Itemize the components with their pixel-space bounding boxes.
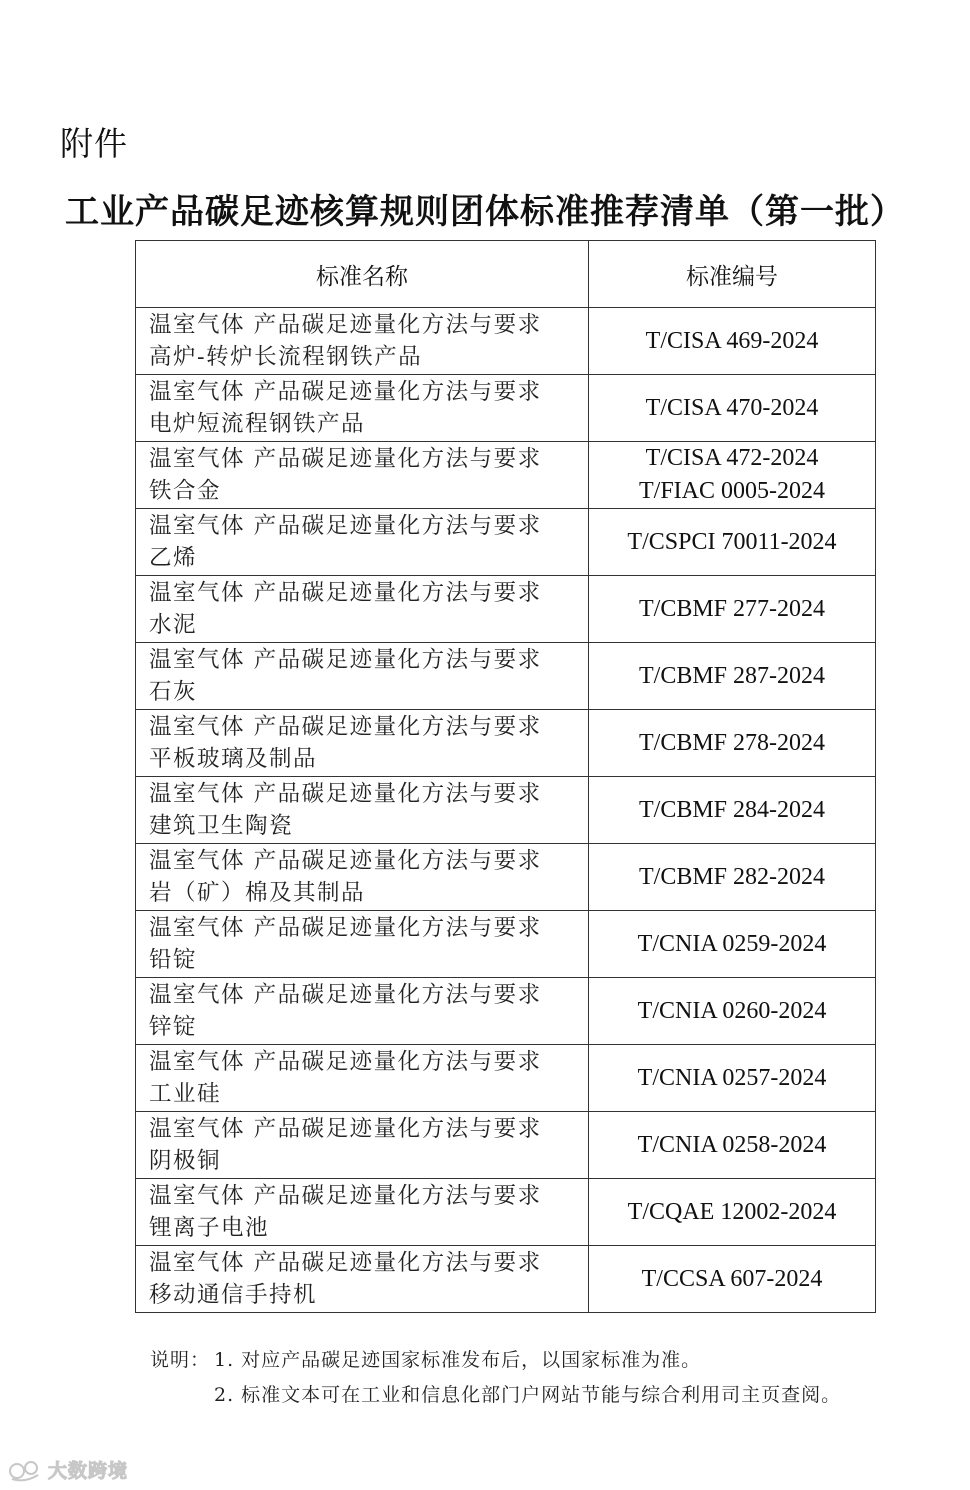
standard-code: T/FIAC 0005-2024 (639, 478, 825, 504)
standards-table (135, 240, 876, 1313)
standard-code-cell (589, 1112, 876, 1179)
standard-name-line: 乙烯 (149, 545, 198, 571)
standard-name-line: 温室气体 产品碳足迹量化方法与要求 (149, 312, 542, 338)
standard-code: T/CSPCI 70011-2024 (627, 528, 837, 555)
standard-name-line: 温室气体 产品碳足迹量化方法与要求 (149, 379, 542, 405)
column-header-standard-code: 标准编号 (589, 241, 876, 308)
standard-name-line: 铁合金 (149, 478, 222, 504)
standard-name-line: 阴极铜 (149, 1148, 222, 1174)
standard-code-cell (589, 844, 876, 911)
note-line (150, 1378, 841, 1413)
standard-name-line: 温室气体 产品碳足迹量化方法与要求 (149, 714, 542, 740)
note-item: 2. 标准文本可在工业和信息化部门户网站节能与综合利用司主页查阅。 (214, 1384, 842, 1406)
note-line (150, 1343, 841, 1378)
standard-code: T/CBMF 278-2024 (638, 729, 826, 756)
table-row (136, 643, 876, 710)
standard-code-cell (589, 710, 876, 777)
standard-name-cell (136, 509, 589, 576)
standard-name-cell (136, 1179, 589, 1246)
standard-name-line: 温室气体 产品碳足迹量化方法与要求 (149, 1049, 542, 1075)
standard-name-line: 锂离子电池 (149, 1215, 270, 1241)
standard-code: T/CISA 469-2024 (645, 327, 819, 354)
table-row (136, 1246, 876, 1313)
standard-code-cell (589, 1246, 876, 1313)
standard-name-cell (136, 844, 589, 911)
standard-name-cell (136, 576, 589, 643)
standard-code: T/CBMF 284-2024 (638, 796, 826, 823)
watermark-logo-icon (8, 1457, 42, 1483)
standard-code-cell (589, 777, 876, 844)
standard-name-line: 温室气体 产品碳足迹量化方法与要求 (149, 915, 542, 941)
standard-code: T/CBMF 287-2024 (638, 662, 826, 689)
table-row (136, 1045, 876, 1112)
standard-name-cell (136, 777, 589, 844)
standard-name-line: 岩（矿）棉及其制品 (149, 880, 366, 906)
standard-name-line: 温室气体 产品碳足迹量化方法与要求 (149, 1250, 542, 1276)
table-row (136, 978, 876, 1045)
standard-code-cell (589, 308, 876, 375)
standard-name-line: 温室气体 产品碳足迹量化方法与要求 (149, 513, 542, 539)
table-row (136, 844, 876, 911)
standard-code-cell (589, 1045, 876, 1112)
standard-name-cell (136, 710, 589, 777)
standard-name-cell (136, 978, 589, 1045)
standard-name-line: 温室气体 产品碳足迹量化方法与要求 (149, 647, 542, 673)
table-header-row (136, 241, 876, 308)
standard-name-cell (136, 911, 589, 978)
watermark-text: 大数跨境 (48, 1460, 129, 1482)
table-row (136, 576, 876, 643)
attachment-label: 附件 (60, 124, 128, 163)
standard-name-line: 建筑卫生陶瓷 (149, 813, 294, 839)
standard-name-line: 温室气体 产品碳足迹量化方法与要求 (149, 580, 542, 606)
standard-name-cell (136, 308, 589, 375)
notes-label: 说明： (150, 1349, 211, 1371)
standard-code-cell (589, 1179, 876, 1246)
note-item: 1. 对应产品碳足迹国家标准发布后，以国家标准为准。 (214, 1349, 702, 1371)
table-row (136, 777, 876, 844)
standard-code-cell (589, 978, 876, 1045)
standard-code: T/CBMF 277-2024 (638, 595, 826, 622)
standard-name-line: 电炉短流程钢铁产品 (149, 411, 366, 437)
table-row (136, 375, 876, 442)
standard-name-line: 温室气体 产品碳足迹量化方法与要求 (149, 781, 542, 807)
standard-name-line: 平板玻璃及制品 (149, 746, 318, 772)
standard-code-cell (589, 442, 876, 509)
standard-code: T/CISA 472-2024 (645, 445, 819, 471)
standard-name-line: 温室气体 产品碳足迹量化方法与要求 (149, 1116, 542, 1142)
standard-name-line: 温室气体 产品碳足迹量化方法与要求 (149, 848, 542, 874)
table-row (136, 1112, 876, 1179)
standard-code: T/CBMF 282-2024 (638, 863, 826, 890)
standard-code-cell (589, 375, 876, 442)
standard-code: T/CCSA 607-2024 (641, 1265, 823, 1292)
standard-name-cell (136, 643, 589, 710)
standard-name-line: 水泥 (149, 612, 198, 638)
standard-name-cell (136, 1045, 589, 1112)
standard-name-cell (136, 442, 589, 509)
standard-name-line: 温室气体 产品碳足迹量化方法与要求 (149, 1183, 542, 1209)
standard-code-cell (589, 509, 876, 576)
standard-name-line: 锌锭 (149, 1014, 198, 1040)
notes (150, 1343, 841, 1413)
table-row (136, 509, 876, 576)
standard-name-line: 高炉-转炉长流程钢铁产品 (149, 344, 423, 370)
standard-name-cell (136, 1246, 589, 1313)
standard-code: T/CQAE 12002-2024 (627, 1198, 837, 1225)
standard-code: T/CNIA 0258-2024 (637, 1131, 827, 1158)
standard-name-line: 温室气体 产品碳足迹量化方法与要求 (149, 446, 542, 472)
standard-code-cell (589, 576, 876, 643)
standard-code: T/CNIA 0259-2024 (637, 930, 827, 957)
standard-code: T/CNIA 0260-2024 (637, 997, 827, 1024)
standard-name-line: 工业硅 (149, 1081, 222, 1107)
standard-name-cell (136, 1112, 589, 1179)
standard-name-line: 移动通信手持机 (149, 1282, 318, 1308)
table-body (136, 308, 876, 1313)
table-row (136, 710, 876, 777)
table-row (136, 911, 876, 978)
column-header-standard-name: 标准名称 (136, 241, 589, 308)
standard-name-line: 温室气体 产品碳足迹量化方法与要求 (149, 982, 542, 1008)
watermark (8, 1456, 128, 1483)
standard-code-cell (589, 911, 876, 978)
standard-code: T/CNIA 0257-2024 (637, 1064, 827, 1091)
standard-name-line: 铅锭 (149, 947, 198, 973)
standard-code-cell (589, 643, 876, 710)
table-row (136, 442, 876, 509)
standard-name-line: 石灰 (149, 679, 198, 705)
document-title: 工业产品碳足迹核算规则团体标准推荐清单（第一批） (65, 192, 905, 232)
standard-code: T/CISA 470-2024 (645, 394, 819, 421)
table-row (136, 1179, 876, 1246)
standard-name-cell (136, 375, 589, 442)
table-row (136, 308, 876, 375)
